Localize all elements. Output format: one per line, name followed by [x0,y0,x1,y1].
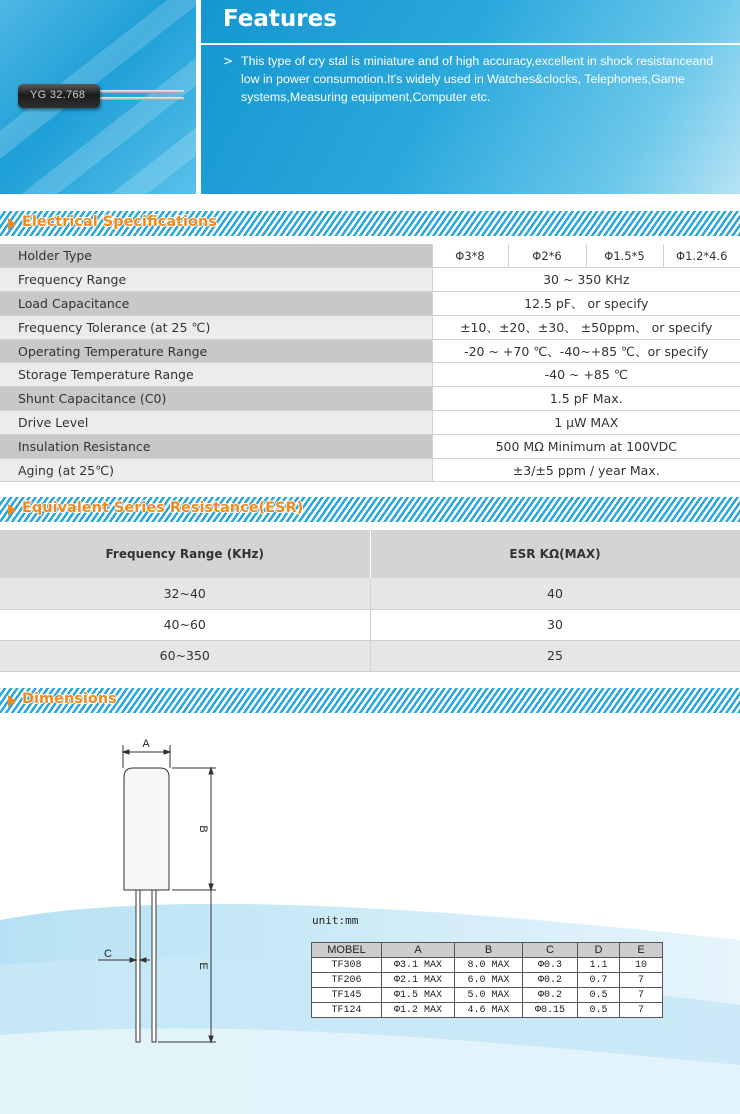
spec-row [0,244,740,268]
dim-label-a: A [142,738,150,750]
bullet-arrow-icon: > [223,54,234,68]
features-description: This type of cry stal is miniature and of high accuracy,excellent in shock resistanceand low in power consumotion.It's widely used in Watches&clocks, Telephones,Game systems,Measuring equipment,Computer etc. [241,54,714,104]
dim-row [312,958,663,973]
dim-row [312,973,663,988]
spec-label: Frequency Range [0,268,432,292]
dim-cell: 4.6 MAX [455,1003,523,1018]
features-panel [201,0,740,194]
spec-value: ±3/±5 ppm / year Max. [432,458,740,482]
dim-cell: 7 [620,988,663,1003]
esr-frequency-cell: 40~60 [0,609,370,640]
spec-label: Drive Level [0,411,432,435]
dim-cell: Φ3.1 MAX [382,958,455,973]
spec-value: 30 ~ 350 KHz [432,268,740,292]
dim-cell: 7 [620,1003,663,1018]
section-title-esr: Equivalent Series Resistance(ESR) [22,500,304,516]
spec-row [0,268,740,292]
play-triangle-icon [8,504,16,516]
spec-label: Operating Temperature Range [0,339,432,363]
crystal-lead [96,90,184,93]
spec-row [0,339,740,363]
unit-label: unit:mm [312,914,359,927]
dim-cell: Φ0.2 [523,973,578,988]
dim-cell: TF206 [312,973,382,988]
esr-frequency-cell: 32~40 [0,578,370,609]
crystal-lead [96,97,184,100]
spec-value: -20 ~ +70 ℃、-40~+85 ℃、or specify [432,339,740,363]
dim-cell: Φ0.3 [523,958,578,973]
dim-row [312,1003,663,1018]
dim-cell: Φ2.1 MAX [382,973,455,988]
spec-value: 500 MΩ Minimum at 100VDC [432,434,740,458]
dim-cell: 6.0 MAX [455,973,523,988]
play-triangle-icon [8,218,16,230]
holder-type-option: Φ1.5*5 [586,244,663,268]
spec-value: ±10、±20、±30、 ±50ppm、 or specify [432,315,740,339]
esr-value-cell: 25 [370,640,740,671]
dim-header-cell: E [620,943,663,958]
dim-header-cell: C [523,943,578,958]
dim-cell: 0.5 [578,1003,620,1018]
spec-label: Holder Type [0,244,432,268]
dim-cell: Φ1.2 MAX [382,1003,455,1018]
section-header-esr [0,497,740,522]
dim-cell: 10 [620,958,663,973]
dim-header-cell: A [382,943,455,958]
play-triangle-icon [8,695,16,707]
features-divider [201,43,740,45]
spec-label: Shunt Capacitance (C0) [0,387,432,411]
electrical-spec-table [0,244,740,482]
spec-row [0,458,740,482]
spec-row [0,434,740,458]
spec-value: -40 ~ +85 ℃ [432,363,740,387]
dim-header-cell: D [578,943,620,958]
dim-cell: Φ1.5 MAX [382,988,455,1003]
spec-label: Storage Temperature Range [0,363,432,387]
dim-header-cell: B [455,943,523,958]
section-title-electrical: Electrical Specifications [22,214,217,230]
section-header-electrical [0,211,740,236]
crystal-marking: YG 32.768 [30,89,86,101]
esr-table [0,530,740,672]
esr-frequency-cell: 60~350 [0,640,370,671]
dimensions-table [311,942,663,1018]
esr-value-cell: 40 [370,578,740,609]
esr-row [0,609,740,640]
dim-cell: TF308 [312,958,382,973]
spec-row [0,315,740,339]
dim-label-b: B [197,825,209,833]
spec-label: Aging (at 25℃) [0,458,432,482]
dim-header-cell: MOBEL [312,943,382,958]
spec-label: Frequency Tolerance (at 25 ℃) [0,315,432,339]
spec-value: 12.5 pF、 or specify [432,292,740,316]
spec-row [0,411,740,435]
esr-header-frequency: Frequency Range (KHz) [0,530,370,578]
dim-cell: 7 [620,973,663,988]
dim-label-c: C [104,948,112,960]
holder-type-option: Φ1.2*4.6 [663,244,740,268]
dim-label-e: E [197,962,209,970]
spec-label: Insulation Resistance [0,434,432,458]
dim-cell: 5.0 MAX [455,988,523,1003]
product-photo [0,0,196,194]
holder-type-option: Φ3*8 [432,244,508,268]
dim-cell: 1.1 [578,958,620,973]
esr-header-esr: ESR KΩ(MAX) [370,530,740,578]
dim-cell: TF145 [312,988,382,1003]
dim-cell: TF124 [312,1003,382,1018]
spec-value: 1 μW MAX [432,411,740,435]
esr-value-cell: 30 [370,609,740,640]
dim-cell: Φ0.2 [523,988,578,1003]
dimension-drawing [0,715,260,1055]
spec-row [0,363,740,387]
spec-row [0,292,740,316]
dim-cell: 0.7 [578,973,620,988]
dim-row [312,988,663,1003]
spec-row [0,387,740,411]
holder-type-option: Φ2*6 [508,244,586,268]
esr-row [0,578,740,609]
spec-label: Load Capacitance [0,292,432,316]
crystal-body [18,84,100,108]
dim-cell: 0.5 [578,988,620,1003]
features-title: Features [223,6,337,32]
dim-cell: 8.0 MAX [455,958,523,973]
dim-cell: Φ0.15 [523,1003,578,1018]
esr-row [0,640,740,671]
section-header-dimensions [0,688,740,713]
section-title-dimensions: Dimensions [22,691,117,707]
spec-value: 1.5 pF Max. [432,387,740,411]
